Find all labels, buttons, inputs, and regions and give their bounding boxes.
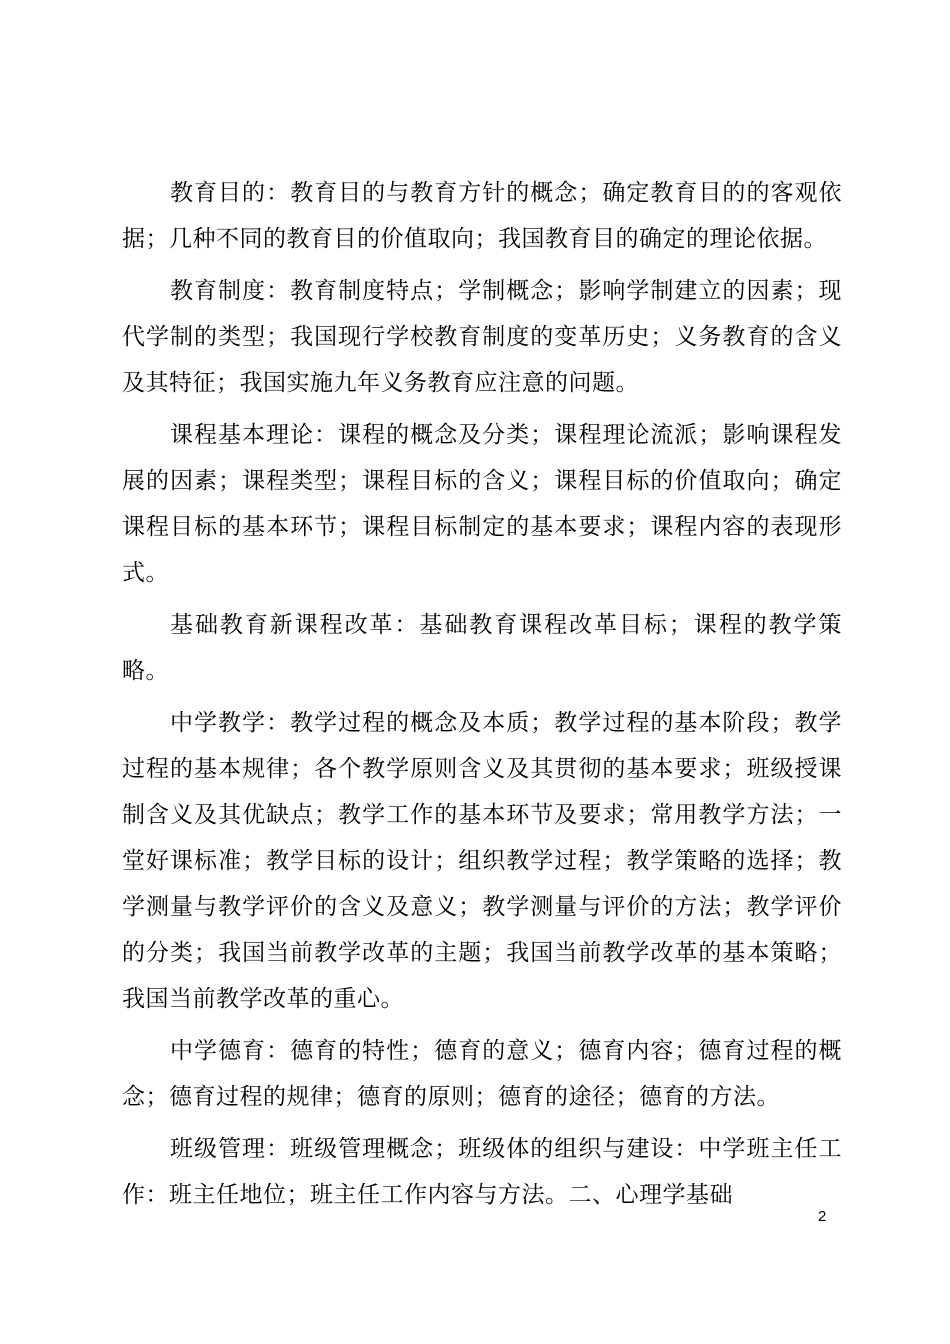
page-number: 2: [818, 1208, 827, 1225]
document-body: [122, 170, 842, 1224]
paragraph-curriculum-reform: 基础教育新课程改革：基础教育课程改革目标；课程的教学策略。: [122, 612, 842, 684]
paragraph-class-management: 班级管理：班级管理概念；班级体的组织与建设：中学班主任工作：班主任地位；班主任工作内容与方法。二、心理学基础: [122, 1136, 842, 1208]
paragraph-secondary-teaching: 中学教学：教学过程的概念及本质；教学过程的基本阶段；教学过程的基本规律；各个教学原则含义及其贯彻的基本要求；班级授课制含义及其优缺点；教学工作的基本环节及要求；常用教学方法；一堂好课标准；教学目标的设计；组织教学过程；教学策略的选择；教学测量与教学评价的含义及意义；教学测量与评价的方法；教学评价的分类；我国当前教学改革的主题；我国当前教学改革的基本策略；我国当前教学改革的重心。: [122, 710, 842, 1012]
paragraph-education-aims: 教育目的：教育目的与教育方针的概念；确定教育目的的客观依据；几种不同的教育目的价值取向；我国教育目的确定的理论依据。: [122, 180, 842, 252]
paragraph-education-system: 教育制度：教育制度特点；学制概念；影响学制建立的因素；现代学制的类型；我国现行学校教育制度的变革历史；义务教育的含义及其特征；我国实施九年义务教育应注意的问题。: [122, 278, 842, 396]
paragraph-moral-education: 中学德育：德育的特性；德育的意义；德育内容；德育过程的概念；德育过程的规律；德育的原则；德育的途径；德育的方法。: [122, 1038, 842, 1110]
paragraph-curriculum-theory: 课程基本理论：课程的概念及分类；课程理论流派；影响课程发展的因素；课程类型；课程目标的含义；课程目标的价值取向；确定课程目标的基本环节；课程目标制定的基本要求；课程内容的表现形式。: [122, 422, 842, 586]
